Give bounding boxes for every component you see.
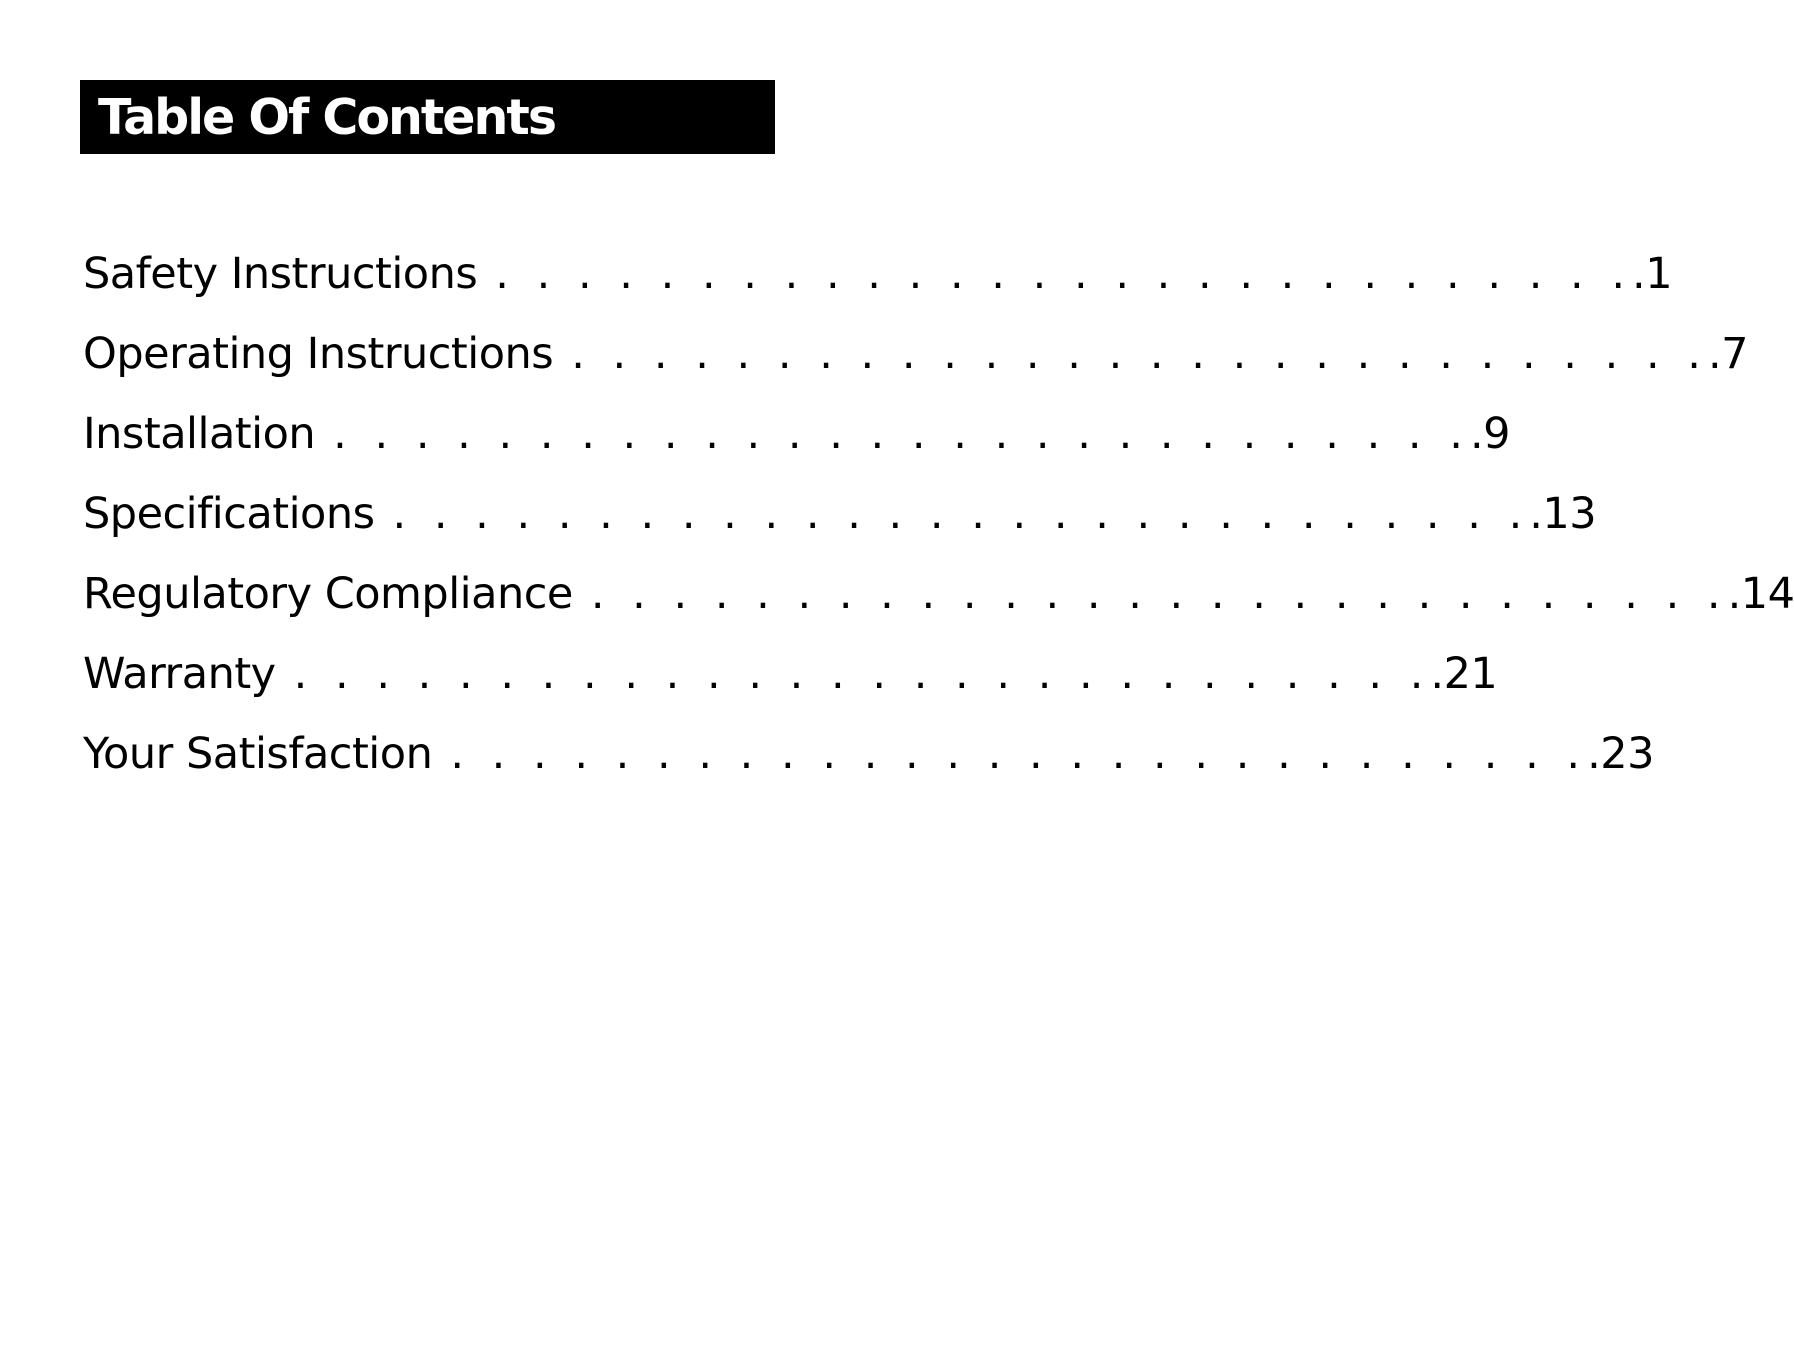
toc-dot-leader: . . . . . . . . . . . . . . . . . . . . . . . . . . . . <box>392 489 1530 539</box>
toc-entry-safety-instructions[interactable] <box>83 244 1673 324</box>
toc-dot-leader: . . . . . . . . . . . . . . . . . . . . . . . . . . . . <box>571 329 1708 379</box>
table-of-contents <box>83 244 1794 804</box>
toc-entry-page: .13 <box>1529 489 1597 539</box>
toc-entry-label: Operating Instructions <box>83 329 554 379</box>
toc-entry-specifications[interactable] <box>83 484 1597 564</box>
toc-entry-regulatory-compliance[interactable] <box>83 564 1794 644</box>
toc-entry-page: .21 <box>1430 649 1498 699</box>
toc-entry-warranty[interactable] <box>83 644 1498 724</box>
toc-entry-label: Warranty <box>83 649 276 699</box>
toc-entry-installation[interactable] <box>83 404 1510 484</box>
title-bar <box>80 80 775 154</box>
toc-dot-leader: . . . . . . . . . . . . . . . . . . . . . . . . . . . . <box>450 729 1588 779</box>
toc-entry-page: .14 <box>1727 569 1794 619</box>
toc-dot-leader: . . . . . . . . . . . . . . . . . . . . . . . . . . . . <box>333 409 1470 459</box>
toc-entry-page: .7 <box>1707 329 1748 379</box>
toc-dot-leader: . . . . . . . . . . . . . . . . . . . . . . . . . . . . <box>590 569 1728 619</box>
toc-entry-label: Installation <box>83 409 316 459</box>
toc-entry-label: Specifications <box>83 489 375 539</box>
toc-entry-page: .23 <box>1587 729 1654 779</box>
toc-entry-page: .9 <box>1469 409 1510 459</box>
toc-entry-label: Safety Instructions <box>83 249 478 299</box>
page-title: Table Of Contents <box>98 88 556 146</box>
toc-entry-operating-instructions[interactable] <box>83 324 1748 404</box>
toc-entry-label: Your Satisfaction <box>83 729 433 779</box>
toc-entry-your-satisfaction[interactable] <box>83 724 1654 804</box>
toc-entry-page: .1 <box>1632 249 1673 299</box>
toc-entry-label: Regulatory Compliance <box>83 569 573 619</box>
toc-dot-leader: . . . . . . . . . . . . . . . . . . . . . . . . . . . . <box>495 249 1633 299</box>
toc-dot-leader: . . . . . . . . . . . . . . . . . . . . . . . . . . . . <box>293 649 1431 699</box>
